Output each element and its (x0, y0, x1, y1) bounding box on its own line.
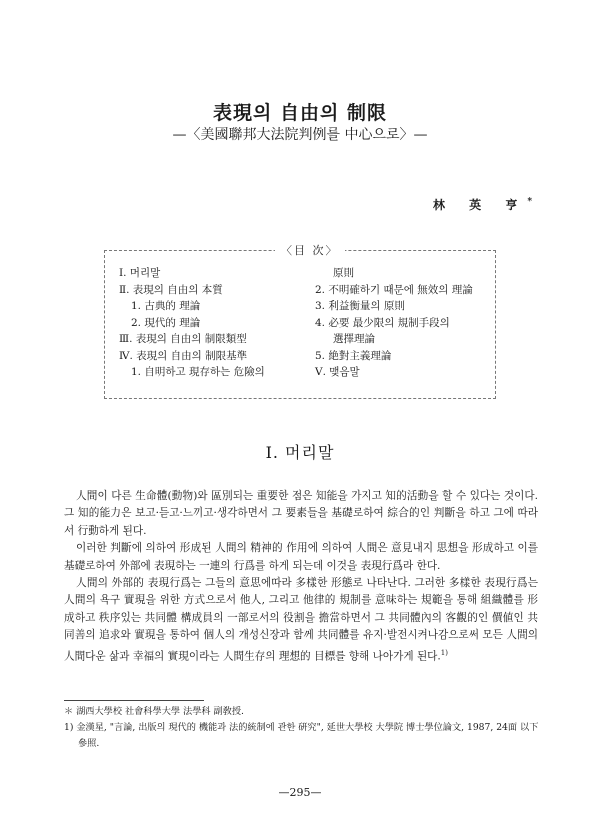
body-paragraph: 人間이 다른 生命體(動物)와 區別되는 重要한 점은 知能을 가지고 知的活動을 할 수 있다는 것이다. 그 知的能力은 보고·듣고·느끼고·생각하면서 그 要素들을 基礎로하여 綜合的인 判斷을 하고 그에 따라서 行動하게 된다. (64, 490, 538, 537)
toc-item: 4. 必要 最少限의 規制手段의 (315, 316, 450, 329)
toc-item: 選擇理論 (333, 333, 375, 345)
toc-item: 1. 自明하고 現存하는 危險의 (131, 366, 265, 378)
author-name (433, 196, 532, 213)
body-paragraph (64, 575, 538, 666)
body-paragraph: 이러한 判斷에 의하여 形成된 人間의 精神的 作用에 의하여 人間은 意見내지 思想을 形成하고 이를 基礎로하여 外部에 表現하는 一連의 行爲를 하게 되는데 이것을 表現行爲라 한다. (64, 542, 538, 572)
toc-item: 原則 (333, 267, 354, 279)
toc-item: 2. 現代的 理論 (131, 316, 201, 329)
toc-item: 1. 古典的 理論 (131, 300, 201, 312)
body-paragraph-text: 人間의 外部的 表現行爲는 그들의 意思에따라 多樣한 形態로 나타난다. 그러한 多樣한 表現行爲는 人間의 욕구 實現을 위한 方式으로서 他人, 그리고 他律的 規制를 意味하는 規範을 통해 組織體를 形成하고 秩序있는 共同體 構成員의 一部로서의 役割을 擔當하면서 그 共同體內의 客觀的인 價値인 共同善의 追求와 實現을 통하여 個人의 개성신장과 함께 共同體를 유지·발전시켜나감으로써 모든 人間의 人間다운 삶과 幸福의 實現이라는 人間生存의 理想的 目標를 향해 나아가게 된다. (64, 577, 538, 663)
toc-item: Ⅲ. 表現의 自由의 制限類型 (119, 333, 247, 345)
article-title: 表現의 自由의 制限 (213, 102, 387, 124)
toc-item: Ⅳ. 表現의 自由의 制限基準 (119, 349, 248, 362)
table-of-contents (104, 244, 496, 399)
toc-item: 2. 不明確하기 때문에 無效의 理論 (315, 283, 473, 296)
footnote-1-continuation: 參照. (78, 738, 100, 749)
toc-left-column (119, 265, 265, 381)
toc-item: Ⅰ. 머리말 (119, 267, 161, 279)
footnote-divider (64, 700, 204, 701)
footnotes (64, 704, 538, 752)
page-number: —295— (278, 786, 322, 799)
footnote-1: 1) 金漢星, "言論, 出版의 現代的 機能과 法的統制에 관한 硏究", 延世大學校 大學院 博士學位論文, 1987, 24面 以下 (64, 722, 539, 733)
toc-item: Ⅴ. 맺음말 (315, 366, 360, 378)
toc-right-column (315, 265, 473, 381)
section-heading: Ⅰ. 머리말 (265, 443, 335, 462)
author-footnote-mark: * (527, 197, 533, 207)
footnote-reference: 1) (440, 648, 448, 657)
footnote-author-affiliation: ＊ 湖西大學校 社會科學大學 法學科 副敎授. (64, 706, 244, 717)
toc-heading: 〈目 次〉 (275, 242, 345, 258)
article-subtitle: —〈美國聯邦大法院判例를 中心으로〉— (172, 127, 428, 143)
body-text (64, 488, 538, 666)
author-name-text: 林 英 亨 (433, 198, 528, 212)
toc-item: Ⅱ. 表現의 自由의 本質 (119, 283, 223, 296)
toc-item: 5. 絶對主義理論 (315, 349, 392, 362)
toc-item: 3. 利益衡量의 原則 (315, 300, 405, 312)
